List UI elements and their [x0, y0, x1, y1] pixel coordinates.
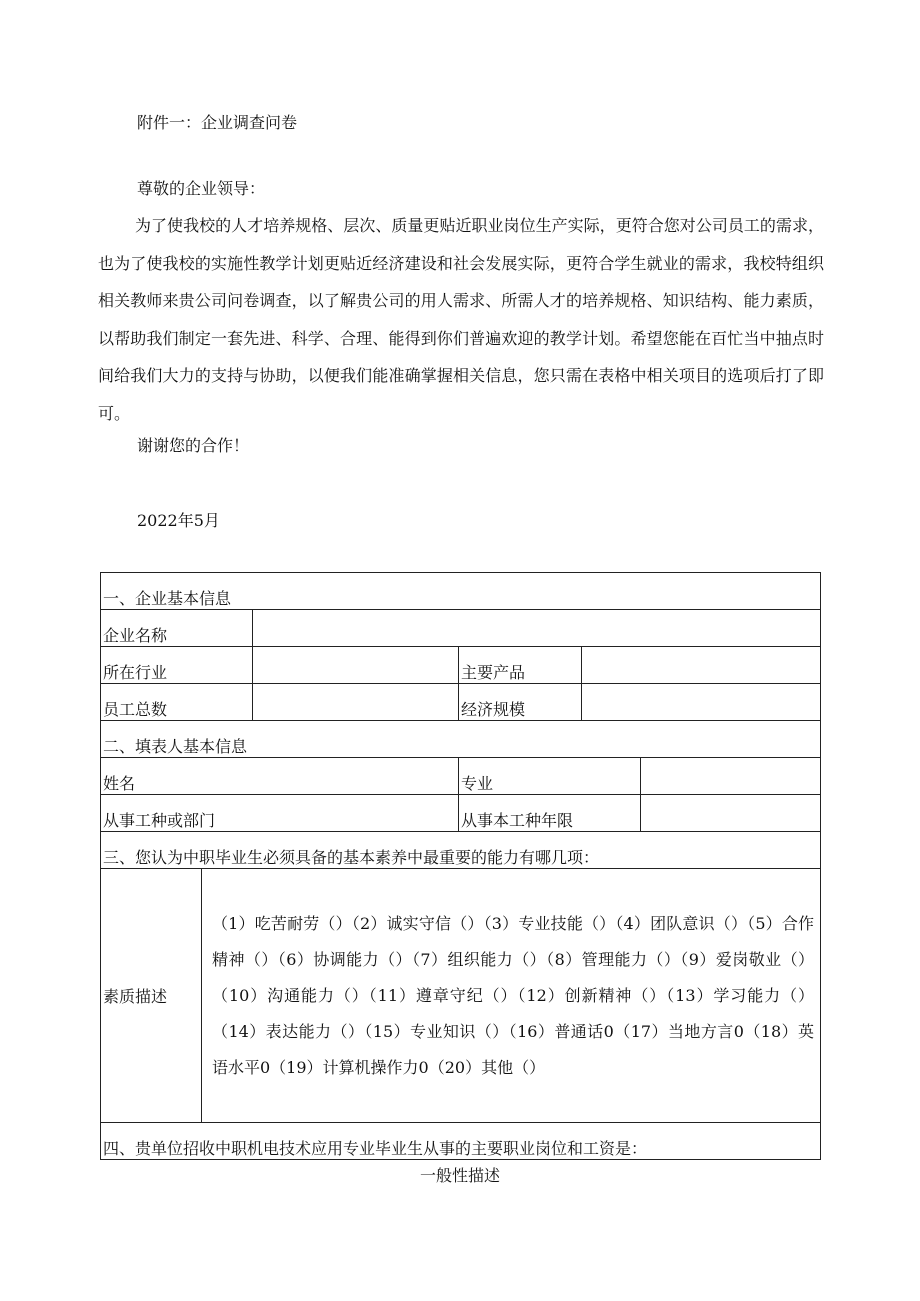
section1-title: 一、企业基本信息 [101, 573, 821, 610]
date-line: 2022年5月 [137, 511, 220, 530]
company-name-label: 企业名称 [101, 610, 253, 647]
attachment-title: 附件一：企业调查问卷 [137, 113, 298, 132]
greeting: 尊敬的企业领导： [137, 179, 266, 198]
table-caption: 一般性描述 [419, 1166, 500, 1185]
company-name-field[interactable] [253, 610, 821, 647]
section4-title: 四、贵单位招收中职机电技术应用专业毕业生从事的主要职业岗位和工资是： [101, 1123, 821, 1160]
main-product-label: 主要产品 [459, 647, 582, 684]
intro-paragraph: 为了使我校的人才培养规格、层次、质量更贴近职业岗位生产实际，更符合您对公司员工的需求，也为了使我校的实施性教学计划更贴近经济建设和社会发展实际，更符合学生就业的需求，我校特组织相关教师来贵公司问卷调查，以了解贵公司的用人需求、所需人才的培养规格、知识结构、能力素质，以帮助我们制定一套先进、科学、合理、能得到你们普遍欢迎的教学计划。希望您能在百忙当中抽点时间给我们大力的支持与协助，以便我们能准确掌握相关信息，您只需在表格中相关项目的选项后打了即可。 [98, 216, 824, 423]
major-field[interactable] [641, 758, 821, 795]
years-field[interactable] [641, 795, 821, 832]
major-label: 专业 [459, 758, 641, 795]
survey-form-table [100, 572, 821, 1160]
quality-options[interactable]: （1）吃苦耐劳（）（2）诚实守信（）（3）专业技能（）（4）团队意识（）（5）合作精神（）（6）协调能力（）（7）组织能力（）（8）管理能力（）（9）爱岗敬业（）（10）沟通能力（）（11）遵章守纪（）（12）创新精神（）（13）学习能力（）（14）表达能力（）（15）专业知识（）（16）普通话0（17）当地方言0（18）英语水平0（19）计算机操作力0（20）其他（） [202, 869, 821, 1123]
economic-scale-label: 经济规模 [459, 684, 582, 721]
industry-field[interactable] [253, 647, 459, 684]
section3-title: 三、您认为中职毕业生必须具备的基本素养中最重要的能力有哪几项： [101, 832, 821, 869]
thanks-line: 谢谢您的合作！ [137, 436, 250, 455]
employees-label: 员工总数 [101, 684, 253, 721]
quality-label: 素质描述 [101, 869, 202, 1123]
years-label: 从事本工种年限 [459, 795, 641, 832]
industry-label: 所在行业 [101, 647, 253, 684]
name-label: 姓名 [101, 758, 459, 795]
main-product-field[interactable] [582, 647, 821, 684]
department-label: 从事工种或部门 [101, 795, 459, 832]
economic-scale-field[interactable] [582, 684, 821, 721]
employees-field[interactable] [253, 684, 459, 721]
section2-title: 二、填表人基本信息 [101, 721, 821, 758]
